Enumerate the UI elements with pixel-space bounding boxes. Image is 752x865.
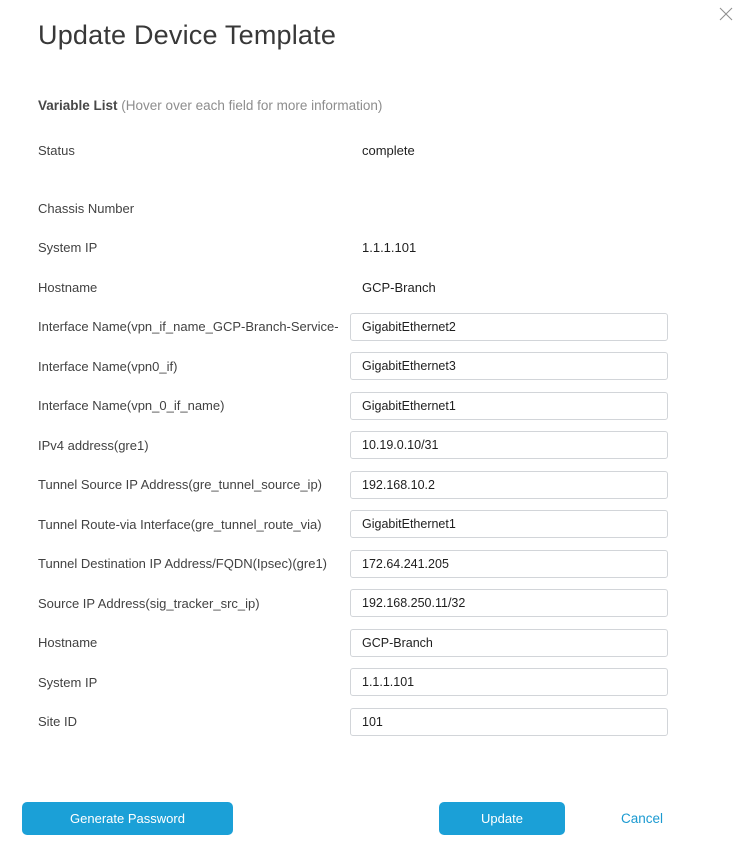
form-row — [38, 194, 752, 222]
field-value: GCP-Branch — [362, 279, 436, 295]
variable-list-hint: (Hover over each field for more information) — [117, 98, 383, 113]
field-label: Tunnel Route-via Interface(gre_tunnel_route_via) — [38, 516, 322, 532]
variable-list-header — [38, 98, 752, 113]
field-input[interactable] — [350, 313, 668, 341]
update-button[interactable]: Update — [439, 802, 565, 835]
field-label: System IP — [38, 674, 98, 690]
field-label: Source IP Address(sig_tracker_src_ip) — [38, 595, 260, 611]
field-value: 1.1.1.101 — [362, 240, 417, 255]
form-row — [38, 352, 752, 380]
field-input[interactable] — [350, 392, 668, 420]
field-input[interactable] — [350, 352, 668, 380]
field-label: Interface Name(vpn_if_name_GCP-Branch-Service- — [38, 319, 339, 334]
field-value: complete — [362, 142, 415, 158]
form-row — [38, 629, 752, 657]
close-icon[interactable] — [718, 6, 734, 22]
field-label: Tunnel Destination IP Address/FQDN(Ipsec)(gre1) — [38, 556, 328, 571]
field-input[interactable] — [350, 471, 668, 499]
form-row — [38, 392, 752, 420]
form-row — [38, 471, 752, 499]
field-input[interactable] — [350, 708, 668, 736]
field-input[interactable] — [350, 629, 668, 657]
form-row — [38, 136, 752, 164]
field-label: System IP — [38, 240, 98, 255]
field-input[interactable] — [350, 550, 668, 578]
form-row — [38, 234, 752, 262]
field-label: Chassis Number — [38, 200, 135, 216]
variable-list-heading: Variable List — [38, 98, 118, 113]
variable-list-form — [0, 136, 752, 736]
form-row — [38, 708, 752, 736]
field-label: IPv4 address(gre1) — [38, 437, 149, 453]
form-row — [38, 431, 752, 459]
field-label: Tunnel Source IP Address(gre_tunnel_source_ip) — [38, 477, 323, 492]
form-row — [38, 668, 752, 696]
field-input[interactable] — [350, 510, 668, 538]
form-row — [38, 313, 752, 341]
generate-password-button[interactable]: Generate Password — [22, 802, 233, 835]
field-label: Status — [38, 142, 75, 158]
field-label: Interface Name(vpn0_if) — [38, 358, 178, 374]
field-input[interactable] — [350, 431, 668, 459]
field-label: Hostname — [38, 279, 98, 295]
form-row — [38, 550, 752, 578]
field-input[interactable] — [350, 589, 668, 617]
form-row — [38, 510, 752, 538]
cancel-button[interactable]: Cancel — [620, 810, 663, 826]
field-label: Interface Name(vpn_0_if_name) — [38, 398, 225, 413]
form-row — [38, 273, 752, 301]
field-input[interactable] — [350, 668, 668, 696]
page-title: Update Device Template — [38, 20, 337, 50]
field-label: Hostname — [38, 635, 98, 650]
dialog-footer — [0, 802, 752, 835]
field-label: Site ID — [38, 714, 78, 729]
form-row — [38, 589, 752, 617]
